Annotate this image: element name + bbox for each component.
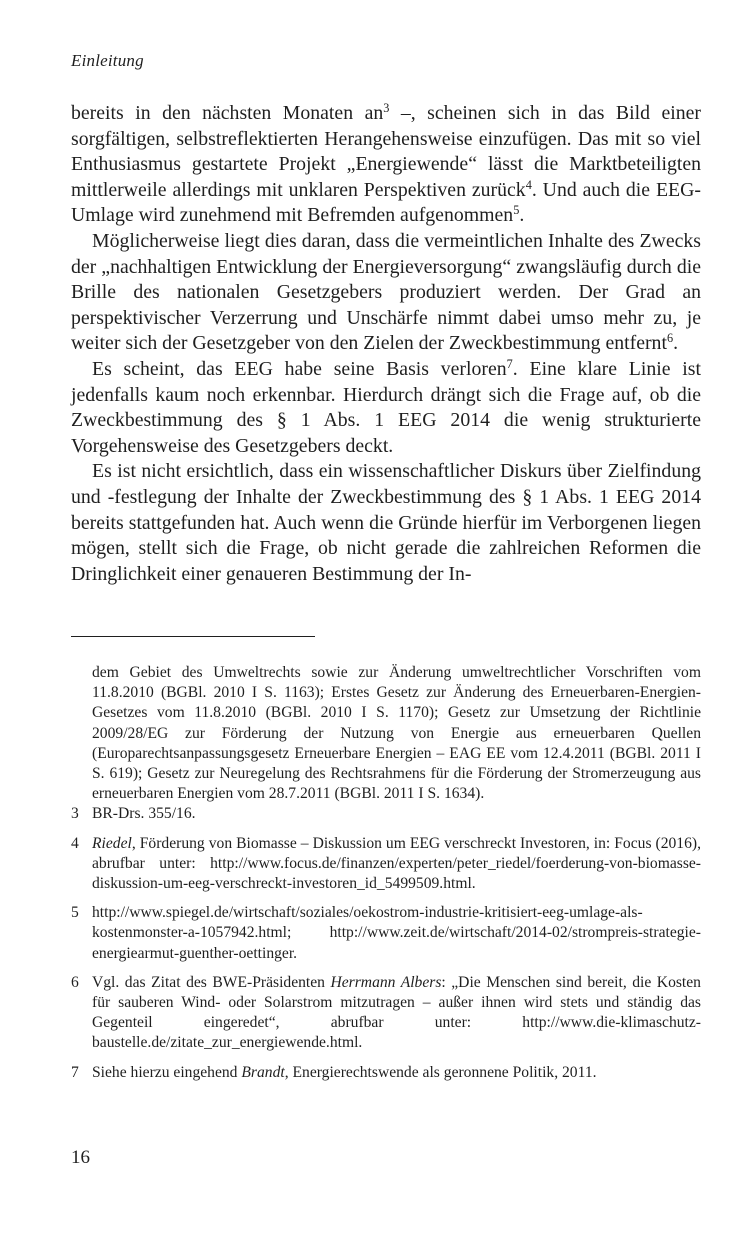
footnote-number: 4: [71, 834, 79, 852]
footnote-body: Siehe hierzu eingehend: [92, 1063, 242, 1081]
text-run: . Und auch die EEG-Umlage wird zunehmend mit Befremden aufgenommen: [71, 178, 702, 227]
footnote-body: , Energierechtswende als geronnene Politik, 2011.: [284, 1063, 597, 1081]
footnote-text: BR-Drs. 355/16.: [92, 805, 196, 823]
footnote-number: 6: [71, 973, 79, 991]
text-run: Es ist nicht ersichtlich, dass ein wissenschaftlicher Diskurs über Zielfindung und -festlegung der Inhalte der Zweckbestimmung des § 1 Abs. 1 EEG 2014 bereits stattgefunden hat. Auch wenn die Gründe hierfür im Verborgenen liegen mögen, stellt sich die Frage, ob nicht gerade die zahlreichen Reformen die Dringlichkeit einer genaueren Bestimmung der In-: [71, 460, 701, 585]
paragraph-3: [71, 357, 701, 459]
footnote-ref-7[interactable]: 7: [506, 356, 513, 371]
paragraph-2: [71, 229, 701, 357]
footnote-7: [71, 1063, 701, 1083]
footnote-6: [71, 973, 701, 1054]
main-text: [71, 101, 701, 587]
footnote-number: 7: [71, 1063, 79, 1081]
author-name: Brandt: [241, 1063, 285, 1081]
running-header: Einleitung: [71, 51, 144, 70]
footnote-ref-5[interactable]: 5: [513, 203, 520, 218]
text-run: . Eine klare Linie ist jedenfalls kaum noch erkennbar. Hierdurch drängt sich die Frage auf, ob die Zweckbestimmung des § 1 Abs. 1 EEG 2014 die wenig strukturierte Vorgehensweise des Gesetzgebers deckt.: [71, 357, 701, 457]
page-number: 16: [71, 1147, 90, 1168]
footnote-number: 3: [71, 805, 79, 823]
footnote-text: [92, 834, 701, 895]
footnote-body: Vgl. das Zitat des BWE-Präsidenten: [92, 973, 331, 991]
footnotes: [71, 663, 701, 1083]
paragraph-1: [71, 101, 701, 229]
footnote-text: http://www.spiegel.de/wirtschaft/soziales/oekostrom-industrie-kritisiert-eeg-umlage-als-kostenmonster-a-1057942.html; http://www.zeit.de/wirtschaft/2014-02/strompreis-strategie-energiearmut-guenther-oettinger.: [92, 904, 701, 962]
footnote-body: , Förderung von Biomasse – Diskussion um EEG verschreckt Investoren, in: Focus (2016), abrufbar unter: http://www.focus.de/finanzen/experten/peter_riedel/foerderung-von-biomasse-diskussion-um-eeg-verschreckt-investoren_id_5499509.html.: [92, 834, 701, 893]
text-run: .: [519, 204, 525, 227]
text-run: .: [673, 332, 679, 355]
author-name: Herrmann Albers: [330, 973, 442, 991]
footnote-text: [92, 973, 701, 1054]
footnote-ref-3[interactable]: 3: [383, 100, 390, 115]
footnote-continuation: [71, 663, 701, 804]
footnote-ref-6[interactable]: 6: [666, 331, 674, 346]
footnote-4: [71, 834, 701, 895]
footnote-text: [92, 1063, 701, 1083]
footnote-ref-4[interactable]: 4: [525, 177, 532, 192]
author-name: Riedel: [92, 834, 132, 852]
text-run: Möglicherweise liegt dies daran, dass die vermeintlichen Inhalte des Zwecks der „nachhaltigen Entwicklung der Energieversorgung“ zwangsläufig durch die Brille des nationalen Gesetzgebers produziert werden. Der Grad an perspektivischer Verzerrung und Unschärfe nimmt dabei umso mehr zu, je weiter sich der Gesetzgeber von den Zielen der Zweckbestimmung entfernt: [71, 229, 701, 355]
footnote-5: [71, 903, 701, 964]
text-run: bereits in den nächsten Monaten an: [71, 102, 384, 124]
footnote-separator: [71, 636, 315, 637]
footnote-text: dem Gebiet des Umweltrechts sowie zur Änderung umweltrechtlicher Vorschriften vom 11.8.2010 (BGBl. 2010 I S. 1163); Erstes Gesetz zur Änderung des Erneuerbaren-Energien-Gesetzes vom 11.8.2010 (BGBl. 2010 I S. 1170); Gesetz zur Umsetzung der Richtlinie 2009/28/EG zur Förderung der Nutzung von Energie aus erneuerbaren Quellen (Europarechtsanpassungsgesetz Erneuerbare Energien – EAG EE vom 12.4.2011 (BGBl. 2011 I S. 619); Gesetz zur Neuregelung des Rechtsrahmens für die Förderung der Stromerzeugung aus erneuerbaren Energien vom 28.7.2011 (BGBl. 2011 I S. 1634).: [92, 664, 701, 803]
footnote-3: [71, 804, 701, 824]
text-run: Es scheint, das EEG habe seine Basis verloren: [92, 357, 507, 380]
footnote-body: : „Die Menschen sind bereit, die Kosten für sauberen Wind- oder Solarstrom mitzutragen – außer ihnen wird stets und ständig das Gegenteil eingeredet“, abrufbar unter: http://www.die-klimaschutz-baustelle.de/zitate_zur_energiewende.html.: [92, 973, 701, 1052]
paragraph-4: [71, 459, 701, 587]
footnote-number: 5: [71, 904, 79, 922]
text-run: –, scheinen sich in das Bild einer sorgfältigen, selbstreflektierten Herangehensweise einzufügen. Das mit so viel Enthusiasmus gestartete Projekt „Energiewende“ lässt die Marktbeteiligten mittlerweile allerdings mit unklaren Perspektiven zurück: [71, 102, 701, 201]
